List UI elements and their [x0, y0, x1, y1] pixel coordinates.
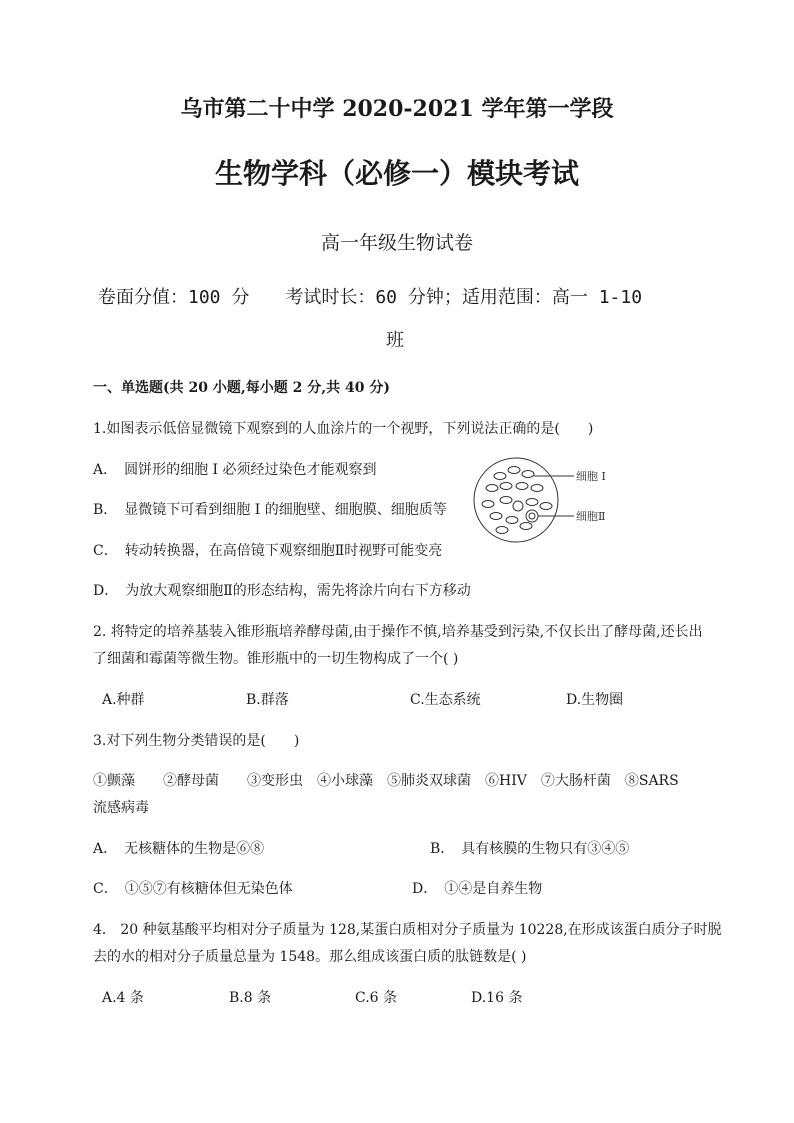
q3-items-line1: ①颤藻 ②酵母菌 ③变形虫 ④小球藻 ⑤肺炎双球菌 ⑥HIV ⑦大肠杆菌 ⑧SARS: [93, 773, 679, 789]
q2-option-c: C.生态系统: [410, 692, 481, 708]
q2-stem-line1: 2. 将特定的培养基装入锥形瓶培养酵母菌,由于操作不慎,培养基受到污染,不仅长出了酵母菌,还长出: [93, 624, 703, 640]
q3-option-c: C． ①⑤⑦有核糖体但无染色体: [93, 881, 293, 897]
q3-items-line2: 流感病毒: [93, 800, 149, 816]
section-title: 一、单选题(共 20 小题,每小题 2 分,共 40 分): [93, 380, 390, 396]
q2-option-d: D.生物圈: [566, 692, 624, 708]
q4-stem-line2: 去的水的相对分子质量总量为 1548。那么组成该蛋白质的肽链数是( ): [93, 949, 527, 965]
figure-label-cell-1: 细胞 I: [576, 470, 606, 483]
q2-option-a: A.种群: [102, 692, 145, 708]
q4-stem-line1: 4． 20 种氨基酸平均相对分子质量为 128,某蛋白质相对分子质量为 10228,在形成该蛋白质分子时脱: [93, 922, 722, 938]
q3-option-a: A． 无核糖体的生物是⑥⑧: [93, 841, 265, 857]
q1-stem: 1.如图表示低倍显微镜下观察到的人血涂片的一个视野，下列说法正确的是( ): [93, 421, 594, 437]
q3-option-b: B． 具有核膜的生物只有③④⑤: [430, 841, 630, 857]
q4-option-b: B.8 条: [229, 990, 272, 1006]
q1-option-c: C． 转动转换器，在高倍镜下观察细胞Ⅱ时视野可能变亮: [93, 543, 443, 559]
q4-option-d: D.16 条: [471, 990, 523, 1006]
q3-option-d: D． ①④是自养生物: [412, 881, 543, 897]
exam-info-line: 卷面分值：100 分 考试时长：60 分钟；适用范围：高一 1-10: [98, 287, 643, 308]
q4-option-c: C.6 条: [355, 990, 398, 1006]
q1-option-a: A． 圆饼形的细胞 I 必须经过染色才能观察到: [93, 462, 377, 478]
field-of-view-circle: [474, 458, 558, 542]
q2-stem-line2: 了细菌和霉菌等微生物。锥形瓶中的一切生物构成了一个( ): [93, 651, 459, 667]
exam-title: 生物学科（必修一）模块考试: [214, 157, 579, 190]
school-title: 乌市第二十中学 2020-2021 学年第一学段: [180, 96, 614, 122]
figure-label-cell-2: 细胞Ⅱ: [576, 510, 606, 523]
q1-option-b: B． 显微镜下可看到细胞 I 的细胞壁、细胞膜、细胞质等: [93, 502, 447, 518]
q2-option-b: B.群落: [246, 692, 289, 708]
q4-option-a: A.4 条: [102, 990, 144, 1006]
blood-smear-figure: [470, 454, 650, 554]
q1-option-d: D． 为放大观察细胞Ⅱ的形态结构，需先将涂片向右下方移动: [93, 583, 471, 599]
exam-subtitle: 高一年级生物试卷: [320, 232, 473, 254]
exam-info-line-cont: 班: [386, 330, 404, 351]
q3-stem: 3.对下列生物分类错误的是( ): [93, 733, 300, 749]
